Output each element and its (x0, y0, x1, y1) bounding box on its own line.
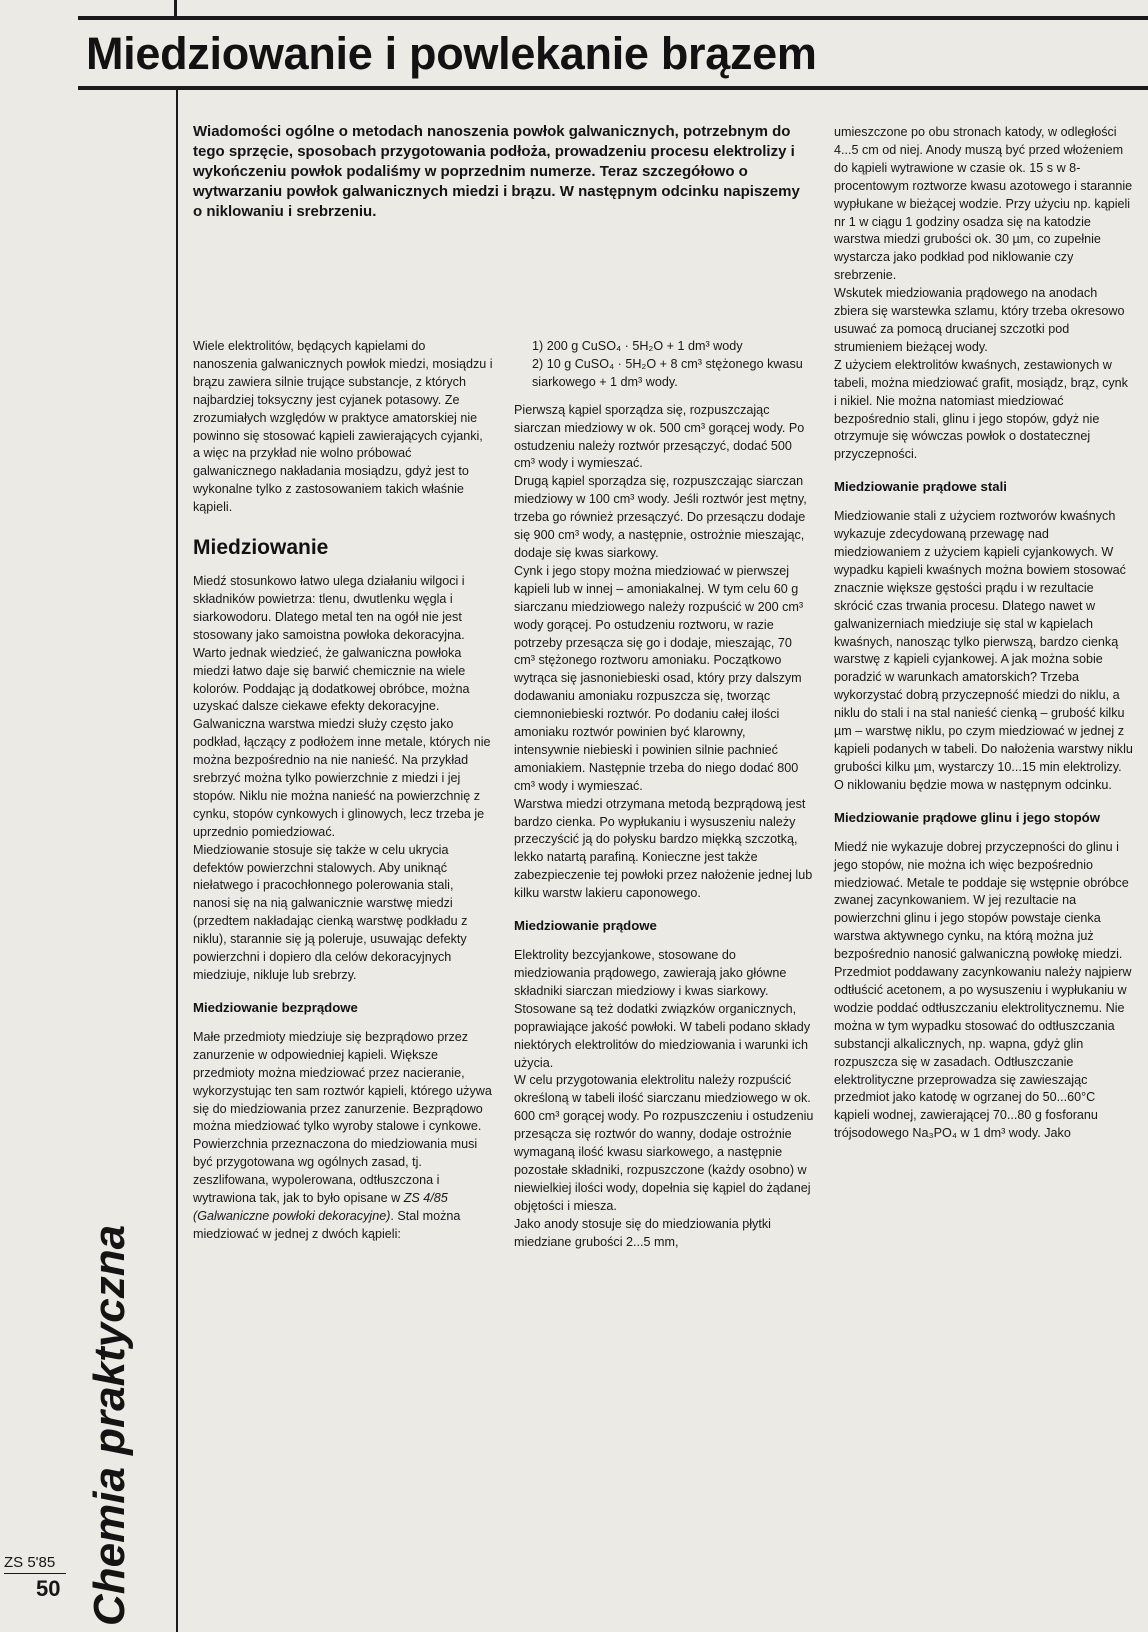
paragraph: Miedziowanie stosuje się także w celu ukrycia defektów powierzchni stalowych. Aby uniknąć niełatwego i pracochłonnego polerowania stali, nanosi się na nią galwanicznie warstwę miedzi (przedtem nakładając cienką warstwę podkładu z niklu), starannie się ją poleruje, usuwając defekty powierzchni i dopiero dla celów dekoracyjnych miedziuje, nikluje lub srebrzy. (193, 842, 468, 982)
text-column-2 (514, 338, 814, 1252)
subheading-pradowe-stali: Miedziowanie prądowe stali (834, 479, 1007, 495)
paragraph: Wskutek miedziowania prądowego na anodach zbiera się warstewka szlamu, który trzeba okresowo usuwać za pomocą drucianej szczotki pod strumieniem bieżącej wody. (834, 286, 1125, 354)
paragraph: Drugą kąpiel sporządza się, rozpuszczając siarczan miedziowy w 100 cm³ wody. Jeśli roztwór jest mętny, trzeba go również przesączyć. Do przesączu dodaje się 900 cm³ wody, a następnie, ostrożnie mieszając, dodaje się kwas siarkowy. (514, 474, 807, 560)
top-rule (78, 16, 1148, 20)
paragraph: Miedź nie wykazuje dobrej przyczepności do glinu i jego stopów, nie można ich więc bezpośrednio miedziować. Metale te poddaje się wstępnie obróbce zwanej zacynkowaniem. W jej rezultacie na powierzchni glinu i jego stopów powstaje cienka warstwa aktywnego cynku, na którą można już bezpośrednio nanosić galwaniczną powłokę miedzi. (834, 839, 1129, 962)
section-heading-miedziowanie: Miedziowanie (193, 536, 329, 560)
subheading-pradowe-glinu: Miedziowanie prądowe glinu i jego stopów (834, 809, 1100, 825)
paragraph-text: Małe przedmioty miedziuje się bezprądowo przez zanurzenie w odpowiedniej kąpieli. Większe przedmioty można miedziować przez nacieranie, wykorzystując ten sam roztwór kąpieli, którego używa się do miedziowania przez zanurzenie. Bezprądowo można miedziować tylko wyroby stalowe i cynkowe. Powierzchnia przeznaczona do miedziowania musi być przygotowana wg ogólnych zasad, tj. zeszlifowana, wypolerowana, odtłuszczona i wytrawiona tak, jak to było opisane w (193, 1029, 492, 1206)
lead-paragraph: Wiadomości ogólne o metodach nanoszenia powłok galwanicznych, potrzebnym do tego sprzęcie, sposobach przygotowania podłoża, prowadzeniu procesu elektrolizy i wykończeniu powłok podaliśmy w poprzednim numerze. Teraz szczegółowo o wytwarzaniu powłok galwanicznych miedzi i brązu. W następnym odcinku napiszemy o niklowaniu i srebrzeniu. (193, 123, 800, 220)
subheading-pradowe: Miedziowanie prądowe (514, 918, 657, 934)
paragraph: Z użyciem elektrolitów kwaśnych, zestawionych w tabeli, można miedziować grafit, mosiądz, brąz, cynk i nikiel. Nie można natomiast miedziować bezpośrednio stali, glinu i jego stopów, gdyż nie otrzymuje się wówczas powłok o dostatecznej przyczepności. (834, 357, 1128, 462)
subheading-bezpradowe: Miedziowanie bezprądowe (193, 999, 358, 1015)
intro-paragraph: Wiele elektrolitów, będących kąpielami do nanoszenia galwanicznych powłok miedzi, mosiądzu i brązu zawiera silnie trujące substancje, z których najbardziej toksyczny jest cyjanek potasowy. Ze zrozumiałych względów w praktyce amatorskiej nie powinno się stosować kąpieli zawierających cyjanki, a więc na przykład nie wolno próbować galwanicznego nakładania mosiądzu, gdyż jest to wykonalne tylko z zastosowaniem takich właśnie kąpieli. (193, 339, 493, 515)
paragraph: Miedź stosunkowo łatwo ulega działaniu wilgoci i składników powietrza: tlenu, dwutlenku węgla i siarkowodoru. Dlatego metal ten na ogół nie jest stosowany jako samoistna powłoka dekoracyjna. Warto jednak wiedzieć, że galwaniczna powłoka miedzi łatwo daje się barwić chemicznie na wiele kolorów. Poddając ją dodatkowej obróbce, można uzyskać dalsze ciekawe efekty dekoracyjne. Galwaniczna warstwa miedzi służy często jako podkład, łączący z podłożem inne metale, których nie można bezpośrednio na nie nanieść. Na przykład srebrzyć można tylko powierzchnie z miedzi i jej stopów. Niklu nie można nanieść na powierzchnię z cynku, stopów cynkowych i glinowych, lecz trzeba je uprzednio pomiedziować. (193, 574, 491, 839)
section-side-heading: Chemia praktyczna (85, 1224, 134, 1626)
paragraph: Cynk i jego stopy można miedziować w pierwszej kąpieli lub w innej – amoniakalnej. W tym celu 60 g siarczanu miedziowego należy rozpuścić w 200 cm³ wody gorącej. Po ostudzeniu roztworu, w razie potrzeby przesącza się go i dodaje, mieszając, 70 cm³ stężonego roztworu amoniaku. Początkowo wytrąca się jasnoniebieski osad, który przy dalszym dodawaniu amoniaku rozpuszcza się, tworząc ciemnoniebieski roztwór. Po dodaniu całej ilości amoniaku roztwór powinien być klarowny, intensywnie niebieski i powinien silnie pachnieć amoniakiem. Następnie trzeba do niego dodać 800 cm³ wody i wymieszać. (514, 563, 804, 793)
paragraph: Miedziowanie stali z użyciem roztworów kwaśnych wykazuje zdecydowaną przewagę nad miedziowaniem z użyciem kąpieli cyjankowych. W wypadku kąpieli kwaśnych można bowiem stosować znacznie większe gęstości prądu i w rezultacie skrócić czas trwania procesu. Dlatego nawet w galwanizerniach miedziuje się stal w kąpielach kwaśnych, nanosząc tylko pierwszą, bardzo cienką warstwę z kąpieli cyjankowej. A jak można sobie poradzić w warunkach amatorskich? Trzeba wykorzystać dobrą przyczepność miedzi do niklu, a niklu do stali i na stal nanieść cienką – grubość kilku µm – warstwę niklu, po czym miedziować w jednej z kąpieli podanych w tabeli. Do nałożenia warstwy niklu grubości kilku µm, wystarczy 10...15 min elektrolizy. O niklowaniu będzie mowa w następnym odcinku. (834, 509, 1133, 792)
bath-formula-1: 1) 200 g CuSO₄ · 5H₂O + 1 dm³ wody (532, 339, 743, 353)
paragraph: Warstwa miedzi otrzymana metodą bezprądową jest bardzo cienka. Po wypłukaniu i wysuszeniu należy przeczyścić ją do połysku bardzo miękką szczotką, lekko natartą parafiną. Konieczne jest także zabezpieczenie tej powłoki przez nałożenie jednej lub kilku warstw lakieru caponowego. (514, 796, 813, 901)
bath-formula-2: 2) 10 g CuSO₄ · 5H₂O + 8 cm³ stężonego kwasu siarkowego + 1 dm³ wody. (532, 356, 803, 389)
title-rule (78, 86, 1148, 90)
article-reference: (Galwaniczne powłoki dekoracyjne) (193, 1208, 391, 1223)
article-title: Miedziowanie i powlekanie brązem (86, 28, 817, 79)
paragraph-text: . Stal można miedziować w jednej z dwóch kąpieli: (193, 1208, 461, 1241)
paragraph: Pierwszą kąpiel sporządza się, rozpuszczając siarczan miedziowy w ok. 500 cm³ gorącej wody. Po ostudzeniu należy roztwór przesączyć, dodać 500 cm³ wody i wymieszać. (514, 402, 805, 471)
paragraph: W celu przygotowania elektrolitu należy rozpuścić określoną w tabeli ilość siarczanu miedziowego w ok. 600 cm³ gorącej wody. Po rozpuszczeniu i ostudzeniu przesącza się roztwór do wanny, dodaje ostrożnie wymaganą ilość kwasu siarkowego, a następnie pozostałe składniki, rozpuszczone (każdy osobno) w niewielkiej ilości wody, dopełnia się kąpiel do żądanej objętości i miesza. (514, 1073, 814, 1213)
issue-rule (4, 1573, 66, 1574)
paragraph: Jako anody stosuje się do miedziowania płytki miedziane grubości 2...5 mm, (514, 1216, 771, 1249)
paragraph (193, 1029, 493, 1244)
paragraph: umieszczone po obu stronach katody, w odległości 4...5 cm od niej. Anody muszą być przed włożeniem do kąpieli wytrawione w czasie ok. 15 s w 8-procentowym roztworze kwasu azotowego i starannie wypłukane w bieżącej wodzie. Przy użyciu np. kąpieli nr 1 w ciągu 1 godziny osadza się na katodzie warstwa miedzi grubości ok. 30 µm, co zupełnie wystarcza jako podkład pod niklowanie czy srebrzenie. (834, 125, 1133, 283)
issue-label: ZS 5'85 (4, 1554, 56, 1571)
text-column-1 (193, 338, 493, 1244)
paragraph: Przedmiot poddawany zacynkowaniu należy najpierw odtłuścić acetonem, a po wysuszeniu i wypłukaniu w wodzie poddać odtłuszczaniu elektrolitycznemu. Nie można w tym wypadku stosować do odtłuszczania substancji alkalicznych, np. wapna, gdyż glin rozpuszcza się w zasadach. Odtłuszczanie elektrolityczne przeprowadza się zawieszając przedmiot jako katodę w ogrzanej do 50...60°C kąpieli wodnej, zawierającej 70...80 g fosforanu trójsodowego Na₃PO₄ w 1 dm³ wody. Jako (834, 965, 1132, 1141)
text-column-3 (834, 124, 1134, 1143)
journal-reference: ZS 4/85 (403, 1191, 448, 1206)
left-column-rule (176, 88, 178, 1632)
paragraph: Elektrolity bezcyjankowe, stosowane do miedziowania prądowego, zawierają jako główne składniki siarczan miedziowy i kwas siarkowy. Stosowane są też dodatki związków organicznych, poprawiające jakość powłoki. W tabeli podano składy niektórych elektrolitów do miedziowania i warunki ich użycia. (514, 948, 811, 1070)
page-number: 50 (36, 1576, 61, 1601)
